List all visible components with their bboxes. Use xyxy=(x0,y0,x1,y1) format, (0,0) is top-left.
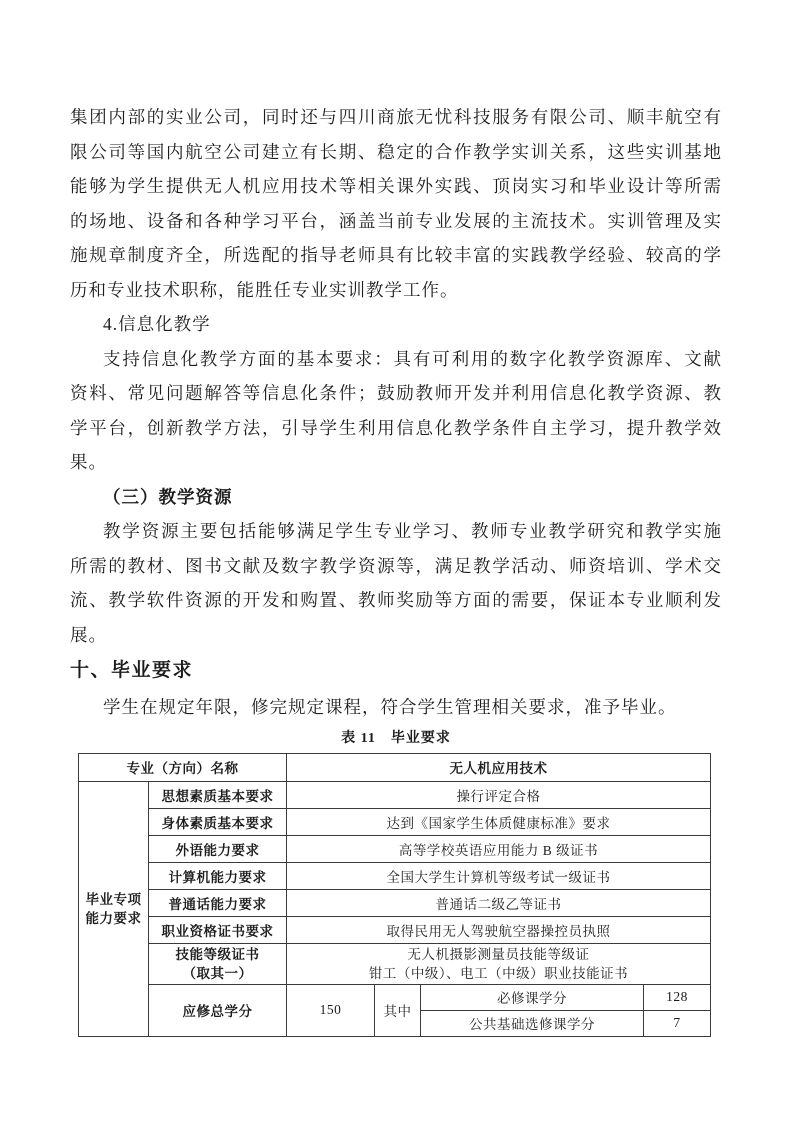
credits-label-cell: 应修总学分 xyxy=(149,984,287,1036)
table-row xyxy=(79,916,711,943)
table-row-skill-certificates xyxy=(79,943,711,984)
table-row xyxy=(79,889,711,916)
table-row xyxy=(79,781,711,808)
section-heading: （三）教学资源 xyxy=(103,486,233,507)
credits-total-cell: 150 xyxy=(287,984,375,1036)
body-line: 流、教学软件资源的开发和购置、教师奖励等方面的需要，保证本专业顺利发 xyxy=(70,590,722,610)
table-row xyxy=(79,835,711,862)
row-value-cell: 达到《国家学生体质健康标准》要求 xyxy=(287,808,711,835)
body-line: 学生在规定年限，修完规定课程，符合学生管理相关要求，准予毕业。 xyxy=(103,697,677,717)
skill-label-line: （取其一） xyxy=(182,965,253,981)
table-caption: 表 11 毕业要求 xyxy=(341,730,451,746)
header-value-cell: 无人机应用技术 xyxy=(287,753,711,781)
table-row xyxy=(79,862,711,889)
row-label-cell: 职业资格证书要求 xyxy=(149,916,287,943)
table-row-total-credits xyxy=(79,984,711,1010)
row-value-cell xyxy=(287,943,711,984)
row-group-label-cell xyxy=(79,781,149,1036)
row-label-cell: 计算机能力要求 xyxy=(149,862,287,889)
group-label-line: 能力要求 xyxy=(85,910,142,926)
credits-sub-value-cell: 128 xyxy=(644,984,711,1010)
body-line: 集团内部的实业公司，同时还与四川商旅无忧科技服务有限公司、顺丰航空有 xyxy=(70,107,722,127)
section-teaching-resources xyxy=(70,480,722,653)
body-line: 果。 xyxy=(70,452,107,472)
credits-among-cell: 其中 xyxy=(375,984,421,1036)
body-line: 支持信息化教学方面的基本要求：具有可利用的数字化教学资源库、文献 xyxy=(103,348,722,369)
chapter-heading-graduation-requirements: 十、毕业要求 xyxy=(70,660,194,681)
header-label-cell: 专业（方向）名称 xyxy=(79,753,287,781)
section-title: 4.信息化教学 xyxy=(103,314,211,334)
skill-label-line: 技能等级证书 xyxy=(175,946,260,962)
row-label-cell: 外语能力要求 xyxy=(149,835,287,862)
section-informatization-teaching xyxy=(70,307,722,480)
body-line: 所需的教材、图书文献及数字教学资源等，满足教学活动、师资培训、学术交 xyxy=(70,555,722,576)
row-value-cell: 普通话二级乙等证书 xyxy=(287,889,711,916)
body-line: 历和专业技术职称，能胜任专业实训教学工作。 xyxy=(70,279,459,300)
body-line: 资料、常见问题解答等信息化条件；鼓励教师开发并利用信息化教学资源、教 xyxy=(70,383,722,403)
row-value-cell: 取得民用无人驾驶航空器操控员执照 xyxy=(287,916,711,943)
row-label-cell: 思想素质基本要求 xyxy=(149,781,287,808)
row-label-cell xyxy=(149,943,287,984)
body-line: 展。 xyxy=(70,624,107,645)
graduation-requirements-table xyxy=(78,753,711,1037)
text-column xyxy=(70,100,722,1037)
credits-sub-label-cell: 必修课学分 xyxy=(421,984,644,1010)
row-value-cell: 高等学校英语应用能力 B 级证书 xyxy=(287,835,711,862)
table-header-row xyxy=(79,753,711,781)
body-line: 学平台，创新教学方法，引导学生利用信息化教学条件自主学习，提升教学效 xyxy=(70,417,722,438)
credits-sub-label-cell: 公共基础选修课学分 xyxy=(421,1010,644,1036)
credits-sub-value-cell: 7 xyxy=(644,1010,711,1036)
body-line: 限公司等国内航空公司建立有长期、稳定的合作教学实训关系，这些实训基地 xyxy=(70,141,722,162)
group-label-line: 毕业专项 xyxy=(85,891,142,907)
skill-value-line: 无人机摄影测量员技能等级证 xyxy=(407,946,590,962)
row-value-cell: 操行评定合格 xyxy=(287,781,711,808)
body-line: 的场地、设备和各种学习平台，涵盖当前专业发展的主流技术。实训管理及实 xyxy=(70,210,722,231)
skill-value-line: 钳工（中级）、电工（中级）职业技能证书 xyxy=(368,965,629,981)
row-value-cell: 全国大学生计算机等级考试一级证书 xyxy=(287,862,711,889)
row-label-cell: 普通话能力要求 xyxy=(149,889,287,916)
body-line: 能够为学生提供无人机应用技术等相关课外实践、顶岗实习和毕业设计等所需 xyxy=(70,176,722,196)
paragraph-continuation xyxy=(70,100,722,307)
table-row xyxy=(79,808,711,835)
body-line: 教学资源主要包括能够满足学生专业学习、教师专业教学研究和教学实施 xyxy=(103,521,722,541)
body-line: 施规章制度齐全，所选配的指导老师具有比较丰富的实践教学经验、较高的学 xyxy=(70,245,722,265)
row-label-cell: 身体素质基本要求 xyxy=(149,808,287,835)
